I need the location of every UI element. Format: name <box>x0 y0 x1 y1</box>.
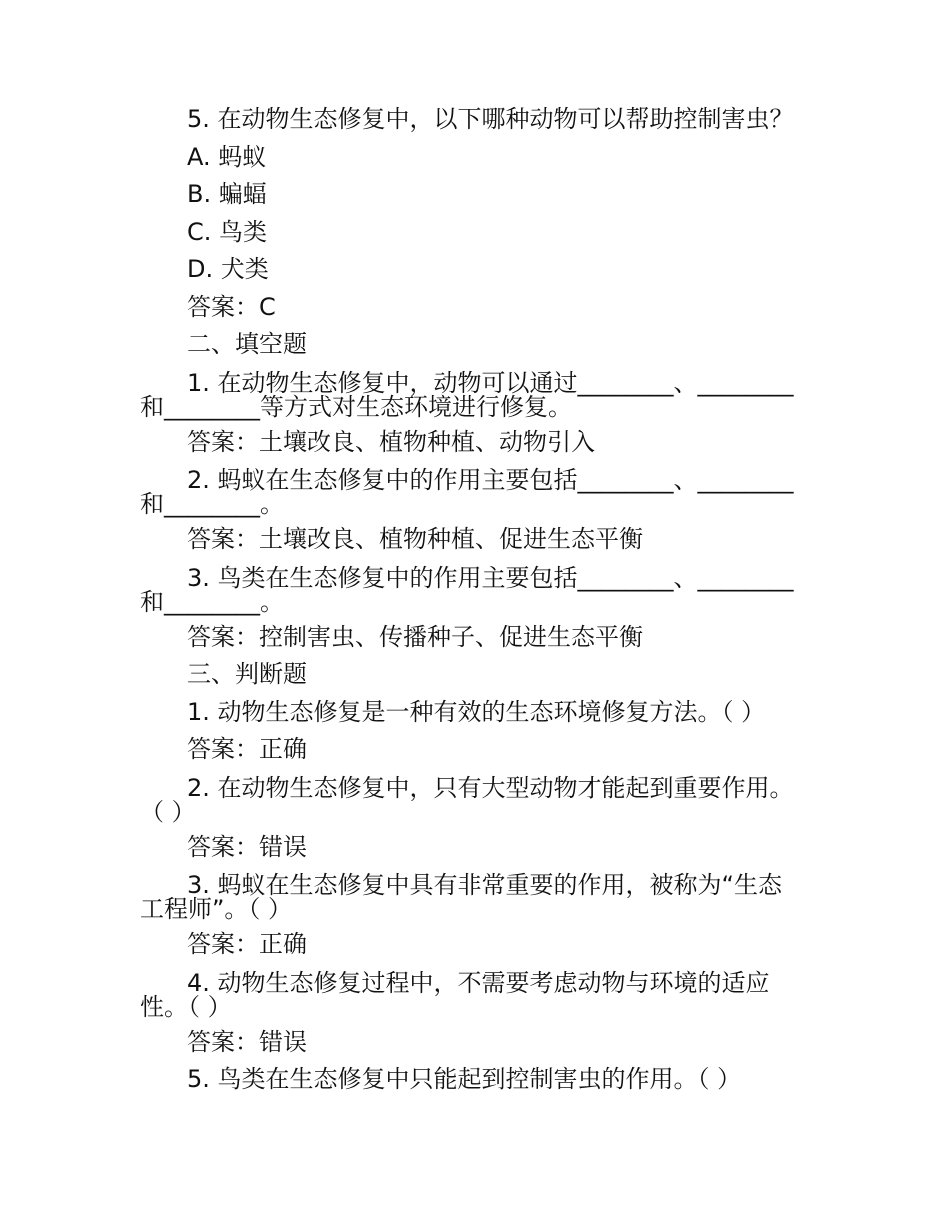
fill-question-2 <box>140 461 820 521</box>
judge-question-2-line-1: 2. 在动物生态修复中，只有大型动物才能起到重要作用。 <box>187 773 794 802</box>
fill-question-1-line-1: 1. 在动物生态修复中，动物可以通过________、________ <box>187 368 794 397</box>
answer-judge-3: 答案：正确 <box>187 930 307 958</box>
answer-judge-1: 答案：正确 <box>187 735 307 763</box>
fill-question-2-line-2: 和________。 <box>140 490 284 518</box>
fill-question-3-line-2: 和________。 <box>140 587 284 616</box>
section-fill-in-blank-heading: 二、填空题 <box>187 330 307 358</box>
judge-question-3 <box>140 866 820 926</box>
option-a: A. 蚂蚁 <box>187 142 267 171</box>
judge-question-4-line-1: 4. 动物生态修复过程中，不需要考虑动物与环境的适应 <box>187 968 770 997</box>
answer-fill-2: 答案：土壤改良、植物种植、促进生态平衡 <box>187 525 643 553</box>
document-page <box>140 101 820 1099</box>
fill-question-1-line-2: 和________等方式对生态环境进行修复。 <box>140 392 572 421</box>
option-d: D. 犬类 <box>187 255 269 283</box>
judge-question-5: 5. 鸟类在生态修复中只能起到控制害虫的作用。（ ） <box>187 1065 742 1093</box>
fill-question-3-line-1: 3. 鸟类在生态修复中的作用主要包括________、________ <box>187 563 794 592</box>
option-c: C. 鸟类 <box>187 217 268 246</box>
fill-question-1 <box>140 364 820 424</box>
judge-question-2-line-2: （ ） <box>140 797 196 826</box>
fill-question-2-line-1: 2. 蚂蚁在生态修复中的作用主要包括________、________ <box>187 466 794 494</box>
judge-question-4-line-2: 性。（ ） <box>140 992 232 1021</box>
answer-judge-4: 答案：错误 <box>187 1027 307 1056</box>
answer-judge-2: 答案：错误 <box>187 832 307 861</box>
judge-question-1: 1. 动物生态修复是一种有效的生态环境修复方法。（ ） <box>187 697 766 726</box>
answer-fill-3: 答案：控制害虫、传播种子、促进生态平衡 <box>187 622 643 651</box>
question-5-multiple-choice: 5. 在动物生态修复中，以下哪种动物可以帮助控制害虫？ <box>187 105 794 133</box>
fill-question-3 <box>140 559 820 619</box>
answer-q5: 答案：C <box>187 292 276 321</box>
judge-question-2 <box>140 769 820 829</box>
answer-fill-1: 答案：土壤改良、植物种植、动物引入 <box>187 427 595 456</box>
judge-question-3-line-2: 工程师”。（ ） <box>140 895 293 923</box>
option-b: B. 蝙蝠 <box>187 180 267 208</box>
judge-question-4 <box>140 964 820 1024</box>
judge-question-3-line-1: 3. 蚂蚁在生态修复中具有非常重要的作用，被称为“生态 <box>187 871 782 899</box>
section-true-false-heading: 三、判断题 <box>187 660 307 688</box>
